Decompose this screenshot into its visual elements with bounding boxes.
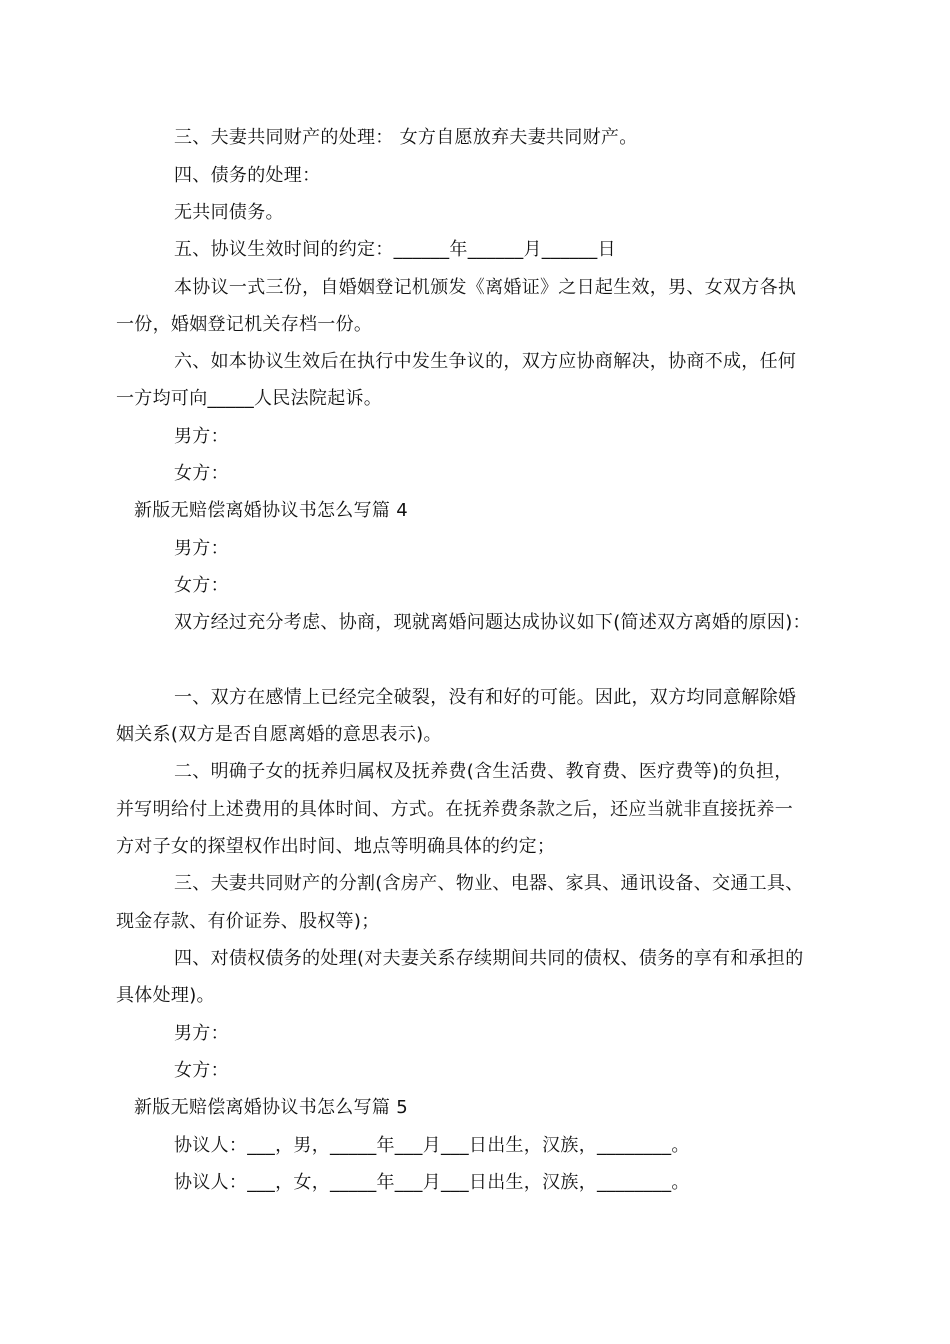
signature-label-female: 女方： (174, 1060, 229, 1081)
text-line: 五、协议生效时间的约定：______年______月______日 (174, 239, 616, 260)
text-line: 一、双方在感情上已经完全破裂，没有和好的可能。因此，双方均同意解除婚 (174, 687, 797, 708)
section-heading: 新版无赔偿离婚协议书怎么写篇 4 (134, 500, 408, 521)
signature-label-female: 女方： (174, 463, 229, 484)
text-line: 三、夫妻共同财产的处理： 女方自愿放弃夫妻共同财产。 (174, 127, 638, 148)
text-line: 三、夫妻共同财产的分割(含房产、物业、电器、家具、通讯设备、交通工具、 (174, 873, 804, 894)
text-line: 并写明给付上述费用的具体时间、方式。在抚养费条款之后，还应当就非直接抚养一 (116, 799, 794, 820)
text-line: 具体处理)。 (116, 985, 215, 1006)
text-line: 双方经过充分考虑、协商，现就离婚问题达成协议如下(简述双方离婚的原因)： (174, 612, 811, 633)
text-line: 无共同债务。 (174, 202, 284, 223)
text-line: 协议人：___，女，_____年___月___日出生，汉族，________。 (174, 1172, 690, 1193)
text-line: 协议人：___，男，_____年___月___日出生，汉族，________。 (174, 1135, 690, 1156)
signature-label-male: 男方： (174, 426, 229, 447)
text-line: 姻关系(双方是否自愿离婚的意思表示)。 (116, 724, 442, 745)
text-line: 六、如本协议生效后在执行中发生争议的，双方应协商解决，协商不成，任何 (174, 351, 797, 372)
text-line: 一份，婚姻登记机关存档一份。 (116, 314, 373, 335)
text-line: 四、对债权债务的处理(对夫妻关系存续期间共同的债权、债务的享有和承担的 (174, 948, 804, 969)
text-line: 二、明确子女的抚养归属权及抚养费(含生活费、教育费、医疗费等)的负担， (174, 761, 793, 782)
text-line: 四、债务的处理： (174, 165, 321, 186)
text-line: 一方均可向_____人民法院起诉。 (116, 388, 383, 409)
text-line: 本协议一式三份，自婚姻登记机颁发《离婚证》之日起生效，男、女双方各执 (174, 277, 797, 298)
signature-label-male: 男方： (174, 538, 229, 559)
signature-label-female: 女方： (174, 575, 229, 596)
text-line: 现金存款、有价证券、股权等)； (116, 911, 380, 932)
section-heading: 新版无赔偿离婚协议书怎么写篇 5 (134, 1097, 408, 1118)
signature-label-male: 男方： (174, 1023, 229, 1044)
text-line: 方对子女的探望权作出时间、地点等明确具体的约定； (116, 836, 556, 857)
